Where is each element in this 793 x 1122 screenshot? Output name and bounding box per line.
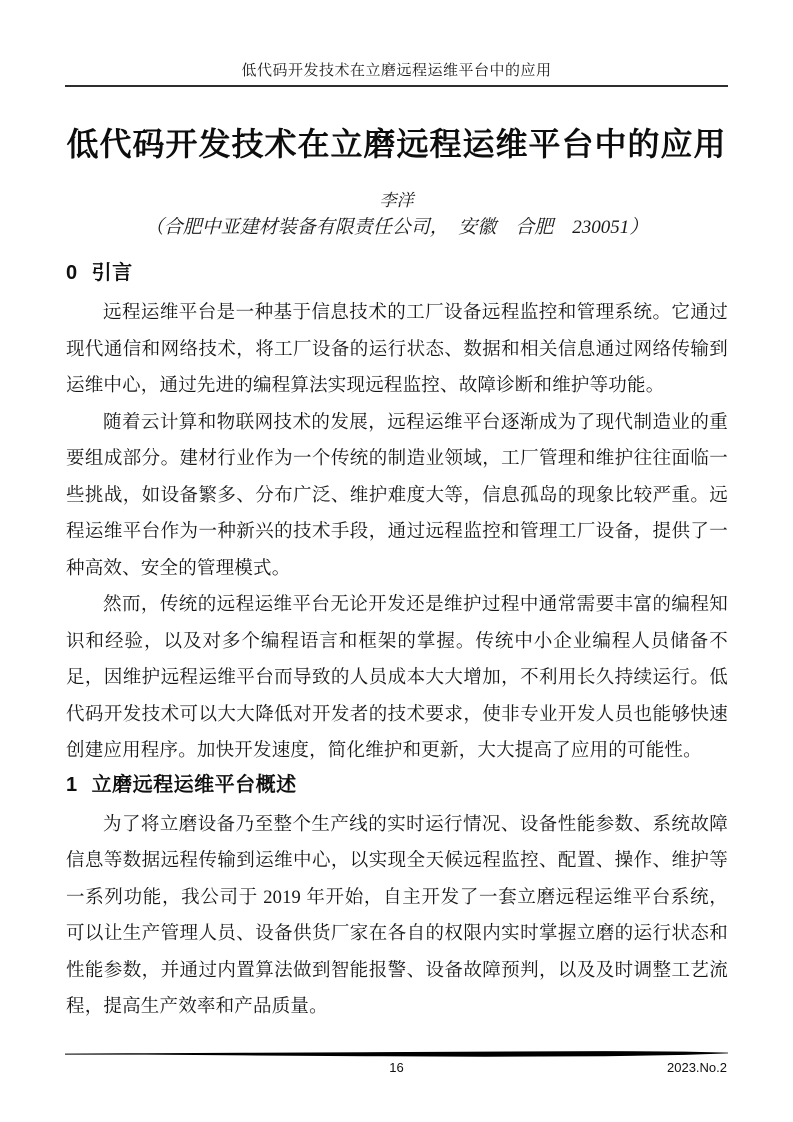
page-number: 16 (389, 1060, 404, 1075)
section-number: 1 (66, 773, 78, 796)
paragraph-intro-2: 随着云计算和物联网技术的发展，远程运维平台逐渐成为了现代制造业的重要组成部分。建材行业作为一个传统的制造业领域，工厂管理和维护往往面临一些挑战，如设备繁多、分布广泛、维护难度大等，信息孤岛的现象比较严重。远程运维平台作为一种新兴的技术手段，通过远程监控和管理工厂设备，提供了一种高效、安全的管理模式。 (66, 412, 728, 579)
author-name: 李洋 (379, 191, 414, 210)
section-heading-introduction (66, 260, 728, 286)
journal-issue: 2023.No.2 (667, 1060, 727, 1075)
paragraph-intro-3: 然而，传统的远程运维平台无论开发还是维护过程中通常需要丰富的编程知识和经验，以及对多个编程语言和框架的掌握。传统中小企业编程人员储备不足，因维护远程运维平台而导致的人员成本大大增加，不利用长久持续运行。低代码开发技术可以大大降低对开发者的技术要求，使非专业开发人员也能够快速创建应用程序。加快开发速度，简化维护和更新，大大提高了应用的可能性。 (66, 595, 728, 761)
running-title: 低代码开发技术在立磨远程运维平台中的应用 (241, 63, 552, 79)
paper-title: 低代码开发技术在立磨远程运维平台中的应用 (66, 126, 727, 162)
paragraph-intro-1: 远程运维平台是一种基于信息技术的工厂设备远程监控和管理系统。它通过现代通信和网络技术，将工厂设备的运行状态、数据和相关信息通过网络传输到运维中心，通过先进的编程算法实现远程监控、故障诊断和维护等功能。 (66, 303, 728, 396)
document-body (66, 246, 728, 1026)
section-number: 0 (66, 262, 78, 284)
author-affiliation: （合肥中亚建材装备有限责任公司， 安徽 合肥 230051） (144, 217, 649, 238)
header-rule (65, 85, 728, 87)
footer-rule (65, 1050, 728, 1058)
section-title: 立磨远程运维平台概述 (91, 773, 297, 796)
section-title: 引言 (91, 262, 133, 284)
paragraph-overview-1: 为了将立磨设备乃至整个生产线的实时运行情况、设备性能参数、系统故障信息等数据远程传输到运维中心，以实现全天候远程监控、配置、操作、维护等一系列功能，我公司于 2019 年开始，自主开发了一套立磨远程运维平台系统，可以让生产管理人员、设备供货厂家在各自的权限内实时掌握立磨的运行状态和性能参数，并通过内置算法做到智能报警、设备故障预判，以及及时调整工艺流程，提高生产效率和产品质量。 (66, 814, 728, 1017)
section-heading-platform-overview (66, 772, 728, 798)
